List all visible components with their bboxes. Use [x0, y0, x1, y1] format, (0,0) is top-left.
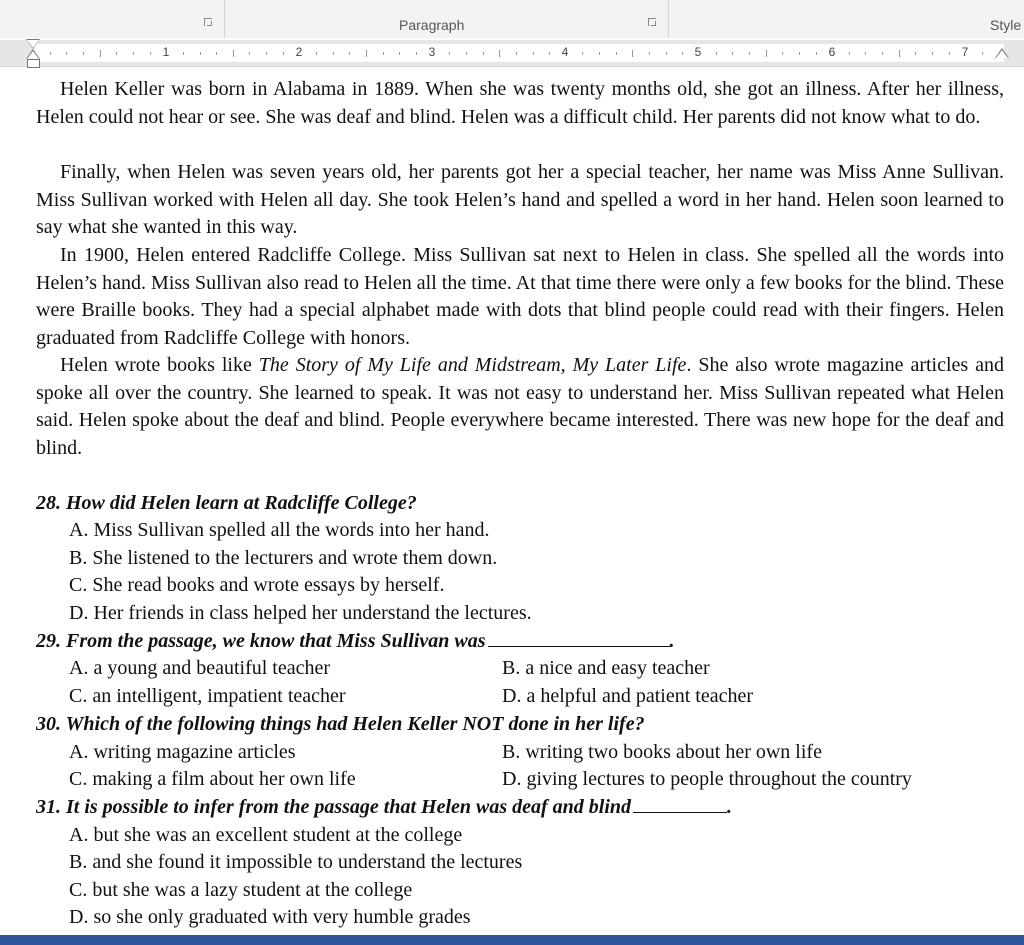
ruler-tick: [716, 52, 717, 55]
question-29-end: .: [669, 630, 675, 652]
question-31-text: 31. It is possible to infer from the passage that Helen was deaf and blind: [36, 796, 632, 818]
ruler-tick: [549, 52, 550, 55]
ruler-tick: [399, 52, 400, 55]
ruler-tick: [83, 52, 84, 55]
passage-paragraph: Helen Keller was born in Alabama in 1889. When she was twenty months old, she got an illness. After her illness, Helen could not hear or see. She was deaf and blind. Helen was a difficult child. Her parents did not know what to do.: [36, 78, 1004, 128]
question-31-option-b: B. and she found it impossible to understand the lectures: [69, 851, 523, 873]
ruler-tick: [200, 52, 201, 55]
ruler-tick: [133, 52, 134, 55]
ruler-tick: [150, 52, 151, 55]
ribbon-separator: [668, 0, 669, 38]
question-28-option-d: D. Her friends in class helped her understand the lectures.: [69, 602, 532, 624]
ruler-tick: [949, 52, 950, 55]
question-30-option-a: A. writing magazine articles: [69, 741, 296, 763]
ruler-tick: [932, 52, 933, 55]
book-titles: The Story of My Life and Midstream, My Later Life: [258, 354, 687, 376]
font-dialog-launcher-icon[interactable]: [204, 18, 213, 27]
answer-blank: [633, 794, 727, 813]
question-30-option-c: C. making a film about her own life: [69, 768, 356, 790]
ruler-tick: [316, 52, 317, 55]
ruler-number: 1: [162, 45, 170, 59]
ruler-tick: [483, 52, 484, 55]
question-28-option-b: B. She listened to the lecturers and wrote them down.: [69, 547, 498, 569]
question-28-option-c: C. She read books and wrote essays by herself.: [69, 574, 445, 596]
ruler-tick: [599, 52, 600, 55]
ruler-tick: [732, 52, 733, 55]
ruler-number: 5: [694, 45, 702, 59]
ribbon: [0, 0, 1024, 38]
ruler-tick: [50, 52, 51, 55]
question-28-stem: 28. How did Helen learn at Radcliffe College?: [36, 492, 417, 514]
question-29-option-d: D. a helpful and patient teacher: [502, 685, 753, 707]
ruler-tick: [466, 52, 467, 55]
passage-paragraph: In 1900, Helen entered Radcliffe College. Miss Sullivan sat next to Helen in class. She spelled all the words into Helen’s hand. Miss Sullivan also read to Helen all the time. At that time there were only a few books for the blind. These were Braille books. They had a special alphabet made with dots that blind people could read with their fingers. Helen graduated from Radcliffe College with honors.: [36, 244, 1004, 349]
question-31-end: .: [727, 796, 733, 818]
ruler-tick: [799, 52, 800, 55]
question-29-option-b: B. a nice and easy teacher: [502, 657, 710, 679]
ruler-tick: [333, 52, 334, 55]
ruler-tick: [915, 52, 916, 55]
question-28-option-a: A. Miss Sullivan spelled all the words into her hand.: [69, 519, 490, 541]
ruler-tick: [982, 52, 983, 55]
ruler-tick: [882, 52, 883, 55]
question-29-option-c: C. an intelligent, impatient teacher: [69, 685, 346, 707]
question-31-option-d: D. so she only graduated with very humble grades: [69, 906, 471, 928]
ruler-tick: [865, 52, 866, 55]
ruler-tick: [649, 52, 650, 55]
ruler-tick: [666, 52, 667, 55]
answer-blank: [488, 628, 670, 647]
passage-text: . She also wrote magazine articles and spoke all over the country. She learned to speak. It was not easy to understand her. Miss Sullivan repeated what Helen said. Helen spoke about the deaf and blind. People everywhere became interested. There was new hope for the deaf and blind.: [36, 354, 1004, 459]
ruler-tick: [416, 52, 417, 55]
ruler-number: 7: [961, 45, 969, 59]
ruler-tick: [449, 52, 450, 55]
ruler-tick: [766, 50, 767, 57]
styles-group-label: Style: [990, 17, 1022, 33]
ruler-tick: [616, 52, 617, 55]
question-31-option-a: A. but she was an excellent student at the college: [69, 824, 463, 846]
ruler-tick: [816, 52, 817, 55]
left-indent-marker[interactable]: [27, 59, 40, 68]
question-29-stem: [36, 628, 675, 655]
ruler-tick: [116, 52, 117, 55]
ruler-tick: [782, 52, 783, 55]
ruler-text-area: [34, 44, 1004, 62]
question-29-text: 29. From the passage, we know that Miss Sullivan was: [36, 630, 486, 652]
ruler-tick: [183, 52, 184, 55]
ruler-tick: [100, 50, 101, 57]
passage-text: Helen wrote books like: [60, 354, 259, 376]
ruler-tick: [682, 52, 683, 55]
horizontal-ruler[interactable]: [0, 40, 1024, 67]
ruler-tick: [632, 50, 633, 57]
ruler-tick: [899, 50, 900, 57]
ruler-tick: [283, 52, 284, 55]
ruler-tick: [516, 52, 517, 55]
ruler-tick: [849, 52, 850, 55]
question-30-option-b: B. writing two books about her own life: [502, 741, 822, 763]
ruler-number: 3: [428, 45, 436, 59]
question-31-stem: [36, 794, 732, 821]
ruler-tick: [749, 52, 750, 55]
passage-paragraph: [36, 352, 1004, 462]
question-29-option-a: A. a young and beautiful teacher: [69, 657, 331, 679]
ruler-number: 4: [561, 45, 569, 59]
ruler-tick: [266, 52, 267, 55]
paragraph-dialog-launcher-icon[interactable]: [648, 18, 657, 27]
question-31-option-c: C. but she was a lazy student at the college: [69, 879, 413, 901]
ruler-tick: [582, 52, 583, 55]
hanging-indent-marker-fill: [27, 51, 39, 59]
paragraph-group-label: Paragraph: [399, 17, 465, 33]
ruler-tick: [349, 52, 350, 55]
question-30-option-d: D. giving lectures to people throughout the country: [502, 768, 912, 790]
ruler-tick: [249, 52, 250, 55]
ruler-number: 6: [828, 45, 836, 59]
ruler-number: 2: [295, 45, 303, 59]
ruler-tick: [383, 52, 384, 55]
ruler-tick: [499, 50, 500, 57]
ribbon-separator: [224, 0, 225, 38]
right-indent-marker-fill: [996, 50, 1008, 58]
ruler-tick: [233, 50, 234, 57]
ruler-tick: [216, 52, 217, 55]
question-30-stem: 30. Which of the following things had Helen Keller NOT done in her life?: [36, 713, 645, 735]
ruler-tick: [533, 52, 534, 55]
status-bar: [0, 935, 1024, 945]
ruler-tick: [66, 52, 67, 55]
passage-paragraph: Finally, when Helen was seven years old, her parents got her a special teacher, her name was Miss Anne Sullivan. Miss Sullivan worked with Helen all day. She took Helen’s hand and spelled a word in her hand. Helen soon learned to say what she wanted in this way.: [36, 161, 1004, 238]
ruler-tick: [366, 50, 367, 57]
first-line-indent-marker-fill: [27, 40, 39, 48]
